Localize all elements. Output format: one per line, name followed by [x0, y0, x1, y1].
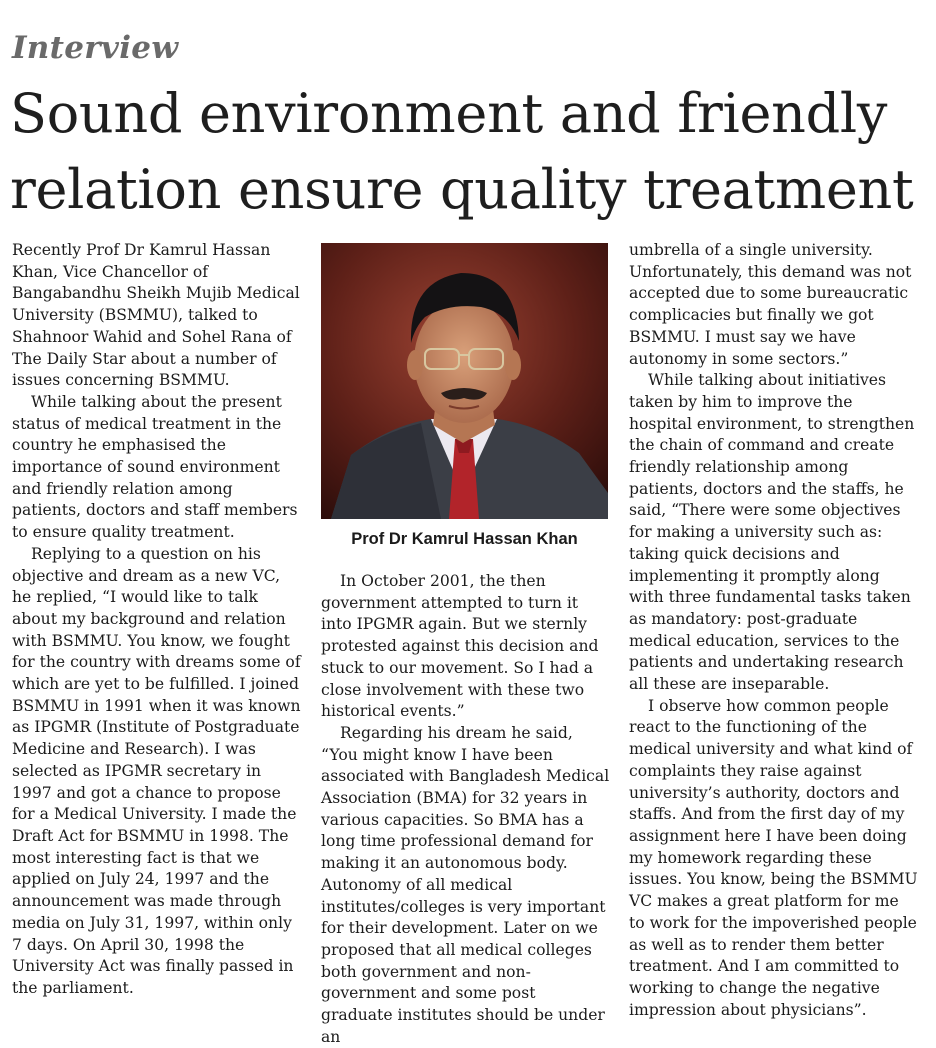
paragraph: In October 2001, the then government attempted to turn it into IPGMR again. But we sternly protested against this decision and stuck to our movement. So I had a close involvement with these two historical events.” [321, 572, 599, 721]
photo-caption: Prof Dr Kamrul Hassan Khan [351, 530, 578, 548]
headline-line-2: relation ensure quality treatment [10, 158, 914, 221]
paragraph: I observe how common people react to the functioning of the medical university and what kind of complaints they raise against university’s authority, doctors and staffs. And from the first day of my assignment here I have been doing my homework regarding these issues. You know, being the BSMMU VC makes a great platform for me to work for the impoverished people as well as to render them better treatment. And I am committed to working to change the negative impression about physicians”. [629, 696, 918, 1019]
headline [10, 76, 934, 228]
headline-line-1: Sound environment and friendly [10, 82, 888, 145]
paragraph: Recently Prof Dr Kamrul Hassan Khan, Vice Chancellor of Bangabandhu Sheikh Mujib Medical University (BSMMU), talked to Shahnoor Wahid and Sohel Rana of The Daily Star about a number of issues concerning BSMMU. [12, 241, 300, 390]
paragraph: Replying to a question on his objective and dream as a new VC, he replied, “I would like to talk about my background and relation with BSMMU. You know, we fought for the country with dreams some of which are yet to be fulfilled. I joined BSMMU in 1991 when it was known as IPGMR (Institute of Postgraduate Medicine and Research). I was selected as IPGMR secretary in 1997 and got a chance to propose for a Medical University. I made the Draft Act for BSMMU in 1998. The most interesting fact is that we applied on July 24, 1997 and the announcement was made through media on July 31, 1997, within only 7 days. On April 30, 1998 the University Act was finally passed in the parliament. [12, 544, 301, 997]
article-column-3 [629, 240, 919, 1021]
paragraph: Regarding his dream he said, “You might know I have been associated with Bangladesh Medical Association (BMA) for 32 years in various capacities. So BMA has a long time professional demand for making it an autonomous body. Autonomy of all medical institutes/colleges is very important for their development. Later on we proposed that all medical colleges both government and non-government and some post graduate institutes should be under an [321, 723, 610, 1046]
portrait-photo [321, 243, 608, 519]
paragraph: While talking about initiatives taken by him to improve the hospital environment, to strengthen the chain of command and create friendly relationship among patients, doctors and the staffs, he said, “There were some objectives for making a university such as: taking quick decisions and implementing it promptly along with three fundamental tasks taken as mandatory: post-graduate medical education, services to the patients and undertaking research all these are inseparable. [629, 371, 915, 694]
portrait-illustration [321, 243, 608, 519]
section-label: Interview [12, 30, 179, 66]
article-column-1 [12, 240, 302, 1000]
article-column-2 [321, 571, 611, 1048]
paragraph: While talking about the present status of medical treatment in the country he emphasised the importance of sound environment and friendly relation among patients, doctors and staff members to ensure quality treatment. [12, 392, 298, 542]
paragraph: umbrella of a single university. Unfortunately, this demand was not accepted due to some bureaucratic complicacies but finally we got BSMMU. I must say we have autonomy in some sectors.” [629, 241, 912, 368]
